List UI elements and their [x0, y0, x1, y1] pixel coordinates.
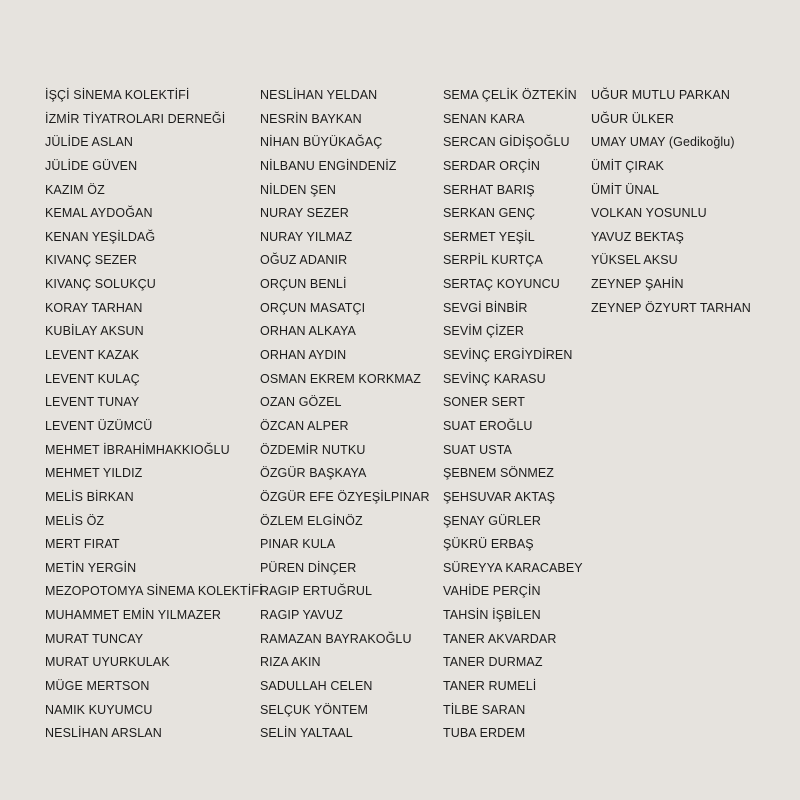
- name-entry: TANER DURMAZ: [443, 655, 543, 670]
- name-entry: UĞUR ÜLKER: [591, 111, 674, 126]
- name-entry: ŞENAY GÜRLER: [443, 513, 541, 528]
- name-entry: NESLİHAN ARSLAN: [45, 726, 162, 741]
- name-entry: KORAY TARHAN: [45, 300, 143, 315]
- name-entry: TANER RUMELİ: [443, 679, 537, 694]
- name-entry: OĞUZ ADANIR: [260, 253, 348, 268]
- name-entry: MELİS ÖZ: [45, 513, 105, 528]
- name-entry: NİLDEN ŞEN: [260, 182, 337, 197]
- name-entry: ŞEBNEM SÖNMEZ: [443, 466, 555, 481]
- name-entry: SENAN KARA: [443, 111, 525, 126]
- name-entry: OSMAN EKREM KORKMAZ: [260, 371, 421, 386]
- names-column-1: [45, 86, 263, 748]
- name-entry: NİHAN BÜYÜKAĞAÇ: [260, 135, 383, 150]
- name-entry: ÜMİT ÇIRAK: [591, 158, 664, 173]
- name-entry: RIZA AKIN: [260, 655, 321, 670]
- name-entry: MEHMET YILDIZ: [45, 466, 143, 481]
- name-entry: SEVİM ÇİZER: [443, 324, 524, 339]
- name-entry: KENAN YEŞİLDAĞ: [45, 229, 156, 244]
- name-entry: JÜLİDE GÜVEN: [45, 158, 138, 173]
- names-column-4: [591, 86, 751, 322]
- name-entry: SÜREYYA KARACABEY: [443, 560, 583, 575]
- name-entry: İZMİR TİYATROLARI DERNEĞİ: [45, 111, 226, 126]
- name-entry: SERCAN GİDİŞOĞLU: [443, 135, 570, 150]
- name-entry: TİLBE SARAN: [443, 702, 526, 717]
- name-entry: ŞÜKRÜ ERBAŞ: [443, 537, 534, 552]
- name-entry: ÖZGÜR EFE ÖZYEŞİLPINAR: [260, 489, 430, 504]
- name-entry: SADULLAH CELEN: [260, 679, 373, 694]
- name-entry: ZEYNEP ŞAHİN: [591, 277, 684, 292]
- name-entry: SUAT USTA: [443, 442, 512, 457]
- name-entry: SEVİNÇ KARASU: [443, 371, 546, 386]
- name-entry: MELİS BİRKAN: [45, 489, 134, 504]
- name-entry: SERPİL KURTÇA: [443, 253, 543, 268]
- name-entry: İŞÇİ SİNEMA KOLEKTİFİ: [45, 88, 190, 102]
- name-entry: ZEYNEP ÖZYURT TARHAN: [591, 300, 751, 315]
- name-entry: METİN YERGİN: [45, 560, 137, 575]
- name-entry: KEMAL AYDOĞAN: [45, 206, 153, 221]
- name-entry: PÜREN DİNÇER: [260, 560, 357, 575]
- name-entry: VOLKAN YOSUNLU: [591, 206, 707, 221]
- name-entry: RAGIP YAVUZ: [260, 608, 343, 623]
- name-entry: NURAY YILMAZ: [260, 229, 353, 244]
- name-entry: PINAR KULA: [260, 537, 336, 552]
- name-entry: SERKAN GENÇ: [443, 206, 536, 221]
- name-entry: SEMA ÇELİK ÖZTEKİN: [443, 88, 577, 102]
- name-entry: SERDAR ORÇİN: [443, 158, 541, 173]
- name-entry: UMAY UMAY (Gedikoğlu): [591, 135, 735, 150]
- name-entry: ORHAN ALKAYA: [260, 324, 356, 339]
- name-entry: SONER SERT: [443, 395, 526, 410]
- name-entry: NURAY SEZER: [260, 206, 349, 221]
- name-entry: VAHİDE PERÇİN: [443, 584, 541, 599]
- name-entry: MURAT TUNCAY: [45, 631, 144, 646]
- name-entry: LEVENT KULAÇ: [45, 371, 140, 386]
- name-entry: TUBA ERDEM: [443, 726, 526, 741]
- name-entry: KIVANÇ SOLUKÇU: [45, 277, 156, 292]
- name-entry: ORÇUN BENLİ: [260, 277, 347, 292]
- name-entry: RAMAZAN BAYRAKOĞLU: [260, 631, 412, 646]
- name-entry: OZAN GÖZEL: [260, 395, 342, 410]
- name-entry: YÜKSEL AKSU: [591, 253, 678, 268]
- name-entry: SERMET YEŞİL: [443, 229, 535, 244]
- name-entry: NİLBANU ENGİNDENİZ: [260, 158, 397, 173]
- name-entry: ÜMİT ÜNAL: [591, 182, 660, 197]
- name-entry: NESLİHAN YELDAN: [260, 88, 378, 102]
- name-entry: ŞEHSUVAR AKTAŞ: [443, 489, 556, 504]
- names-column-3: [443, 86, 583, 748]
- name-entry: MUHAMMET EMİN YILMAZER: [45, 608, 222, 623]
- name-entry: SELİN YALTAAL: [260, 726, 353, 741]
- name-entry: ORÇUN MASATÇI: [260, 300, 366, 315]
- name-entry: MÜGE MERTSON: [45, 679, 150, 694]
- name-entry: SUAT EROĞLU: [443, 418, 533, 433]
- name-entry: KIVANÇ SEZER: [45, 253, 137, 268]
- name-entry: SERTAÇ KOYUNCU: [443, 277, 560, 292]
- name-entry: MEHMET İBRAHİMHAKKIOĞLU: [45, 442, 230, 457]
- name-entry: JÜLİDE ASLAN: [45, 135, 134, 150]
- name-entry: LEVENT ÜZÜMCÜ: [45, 418, 153, 433]
- name-entry: LEVENT KAZAK: [45, 348, 140, 363]
- name-entry: SEVGİ BİNBİR: [443, 300, 528, 315]
- name-entry: UĞUR MUTLU PARKAN: [591, 88, 730, 102]
- name-entry: SELÇUK YÖNTEM: [260, 702, 369, 717]
- name-entry: SEVİNÇ ERGİYDİREN: [443, 348, 573, 363]
- name-entry: ÖZDEMİR NUTKU: [260, 442, 366, 457]
- name-entry: KUBİLAY AKSUN: [45, 324, 144, 339]
- name-entry: ÖZLEM ELGİNÖZ: [260, 513, 363, 528]
- name-entry: KAZIM ÖZ: [45, 182, 105, 197]
- name-entry: NESRİN BAYKAN: [260, 111, 362, 126]
- name-entry: MEZOPOTOMYA SİNEMA KOLEKTİFİ: [45, 584, 263, 599]
- name-entry: RAGIP ERTUĞRUL: [260, 584, 373, 599]
- name-entry: ÖZGÜR BAŞKAYA: [260, 466, 367, 481]
- name-entry: ÖZCAN ALPER: [260, 418, 349, 433]
- name-entry: ORHAN AYDIN: [260, 348, 347, 363]
- name-entry: TAHSİN İŞBİLEN: [443, 608, 541, 623]
- name-entry: SERHAT BARIŞ: [443, 182, 535, 197]
- name-entry: MURAT UYURKULAK: [45, 655, 170, 670]
- name-entry: LEVENT TUNAY: [45, 395, 140, 410]
- name-entry: YAVUZ BEKTAŞ: [591, 229, 684, 244]
- name-entry: MERT FIRAT: [45, 537, 120, 552]
- name-entry: NAMIK KUYUMCU: [45, 702, 153, 717]
- names-column-2: [260, 86, 430, 748]
- name-entry: TANER AKVARDAR: [443, 631, 557, 646]
